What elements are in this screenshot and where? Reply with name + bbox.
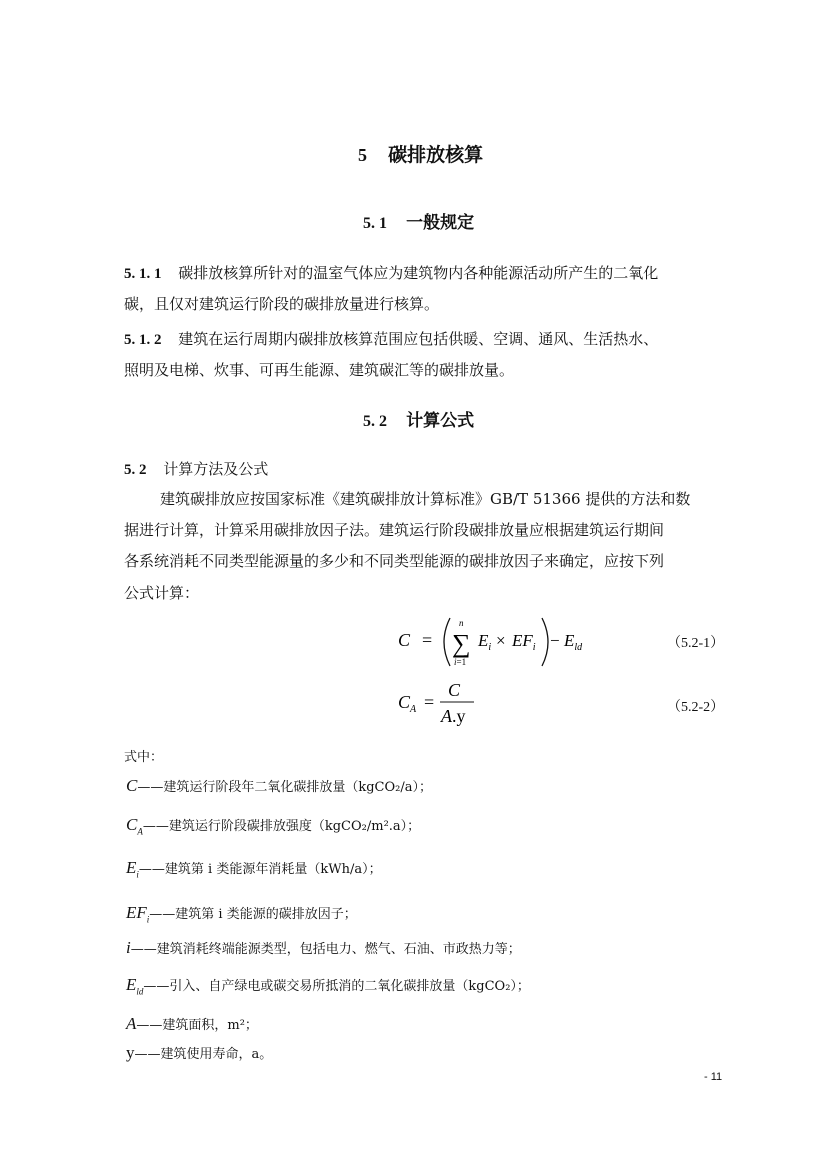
definition-A xyxy=(126,1014,258,1034)
clause-number: 5. 2 xyxy=(124,462,147,478)
section-heading-5-2 xyxy=(363,406,474,431)
clause-5-2-line1: 建筑碳排放应按国家标准《建筑碳排放计算标准》GB/T 51366 提供的方法和数 xyxy=(160,490,691,508)
sum-upper-limit: n xyxy=(459,618,464,628)
definition-C xyxy=(126,776,432,796)
eq-term-Eld: $E_{ld}$ xyxy=(564,631,583,653)
chapter-number: 5 xyxy=(358,145,367,165)
left-paren xyxy=(444,618,450,666)
definition-text: ——引入、自产绿电或碳交易所抵消的二氧化碳排放量（kgCO₂）； xyxy=(143,979,530,994)
equation-number-5-2-2: （5.2-2） xyxy=(667,700,725,715)
chapter-title xyxy=(358,140,483,167)
sum-sign: ∑ xyxy=(452,629,471,658)
clause-5-2-line4: 公式计算： xyxy=(124,584,200,602)
definition-text: ——建筑第 i 类能源年消耗量（kWh/a）； xyxy=(138,862,382,877)
clause-5-1-1-line2: 碳，且仅对建筑运行阶段的碳排放量进行核算。 xyxy=(124,295,440,313)
clause-title: 计算方法及公式 xyxy=(163,460,269,478)
definition-y xyxy=(126,1043,272,1063)
section-title: 计算公式 xyxy=(406,411,475,431)
symbol-A: A xyxy=(126,1014,137,1033)
page-number: - 11 xyxy=(704,1071,723,1083)
section-heading-5-1 xyxy=(363,208,474,233)
section-title: 一般规定 xyxy=(406,213,475,233)
definition-text: ——建筑第 i 类能源的碳排放因子； xyxy=(149,907,357,922)
eq-equals: = xyxy=(422,630,433,650)
symbol-i: i xyxy=(126,938,131,957)
symbol-Ei: $E_i$ xyxy=(126,858,139,880)
clause-text: 建筑在运行周期内碳排放核算范围应包括供暖、空调、通风、生活热水、 xyxy=(178,330,659,348)
symbol-Eld: $E_{ld}$ xyxy=(126,975,144,997)
section-number: 5. 1 xyxy=(363,215,387,232)
definition-i xyxy=(126,938,521,958)
eq-symbol-C: C xyxy=(398,630,411,650)
where-label: 式中： xyxy=(124,750,164,765)
clause-5-1-2-line2: 照明及电梯、炊事、可再生能源、建筑碳汇等的碳排放量。 xyxy=(124,361,515,379)
clause-5-2-line2: 据进行计算，计算采用碳排放因子法。建筑运行阶段碳排放量应根据建筑运行期间 xyxy=(124,521,665,539)
chapter-title-text: 碳排放核算 xyxy=(388,144,484,166)
eq-term-Ei: $E_i$ xyxy=(478,631,492,653)
symbol-y: y xyxy=(126,1043,135,1062)
sum-lower-limit: i=1 xyxy=(454,657,467,667)
definition-text: ——建筑运行阶段年二氧化碳排放量（kgCO₂/a）； xyxy=(137,780,432,795)
symbol-C: C xyxy=(126,776,138,795)
eq-equals: = xyxy=(424,692,435,712)
clause-5-2-heading xyxy=(124,458,268,479)
clause-5-1-1-line1 xyxy=(124,262,658,283)
clause-5-1-2-line1 xyxy=(124,328,658,349)
symbol-CA: $C_A$ xyxy=(126,815,143,837)
definition-Eld xyxy=(126,975,530,996)
fraction-numerator: C xyxy=(448,680,461,700)
symbol-EFi: $EF_i$ xyxy=(126,903,150,925)
equation-5-2-2 xyxy=(392,678,512,728)
clause-number: 5. 1. 1 xyxy=(124,266,162,282)
definition-text: ——建筑使用寿命，a。 xyxy=(134,1047,273,1062)
equation-number-5-2-1: （5.2-1） xyxy=(667,636,725,651)
eq-symbol-CA: $C_A$ xyxy=(398,692,417,715)
fraction-denominator: A.y xyxy=(441,706,466,726)
definition-text: ——建筑面积，m²； xyxy=(136,1018,258,1033)
definition-text: ——建筑消耗终端能源类型，包括电力、燃气、石油、市政热力等； xyxy=(130,942,521,957)
definition-Ei xyxy=(126,858,382,879)
eq-times: × xyxy=(496,631,506,650)
eq-term-EFi: $EF_i$ xyxy=(512,631,536,653)
clause-5-2-line3: 各系统消耗不同类型能源量的多少和不同类型能源的碳排放因子来确定，应按下列 xyxy=(124,552,665,570)
definition-EFi xyxy=(126,903,357,924)
right-paren xyxy=(542,618,548,666)
clause-number: 5. 1. 2 xyxy=(124,332,162,348)
equation-5-2-1 xyxy=(392,612,592,672)
clause-text: 碳排放核算所针对的温室气体应为建筑物内各种能源活动所产生的二氧化 xyxy=(178,264,659,282)
eq-minus: − xyxy=(550,631,560,650)
definition-CA xyxy=(126,815,420,836)
definition-text: ——建筑运行阶段碳排放强度（kgCO₂/m².a）； xyxy=(142,819,421,834)
section-number: 5. 2 xyxy=(363,413,387,430)
